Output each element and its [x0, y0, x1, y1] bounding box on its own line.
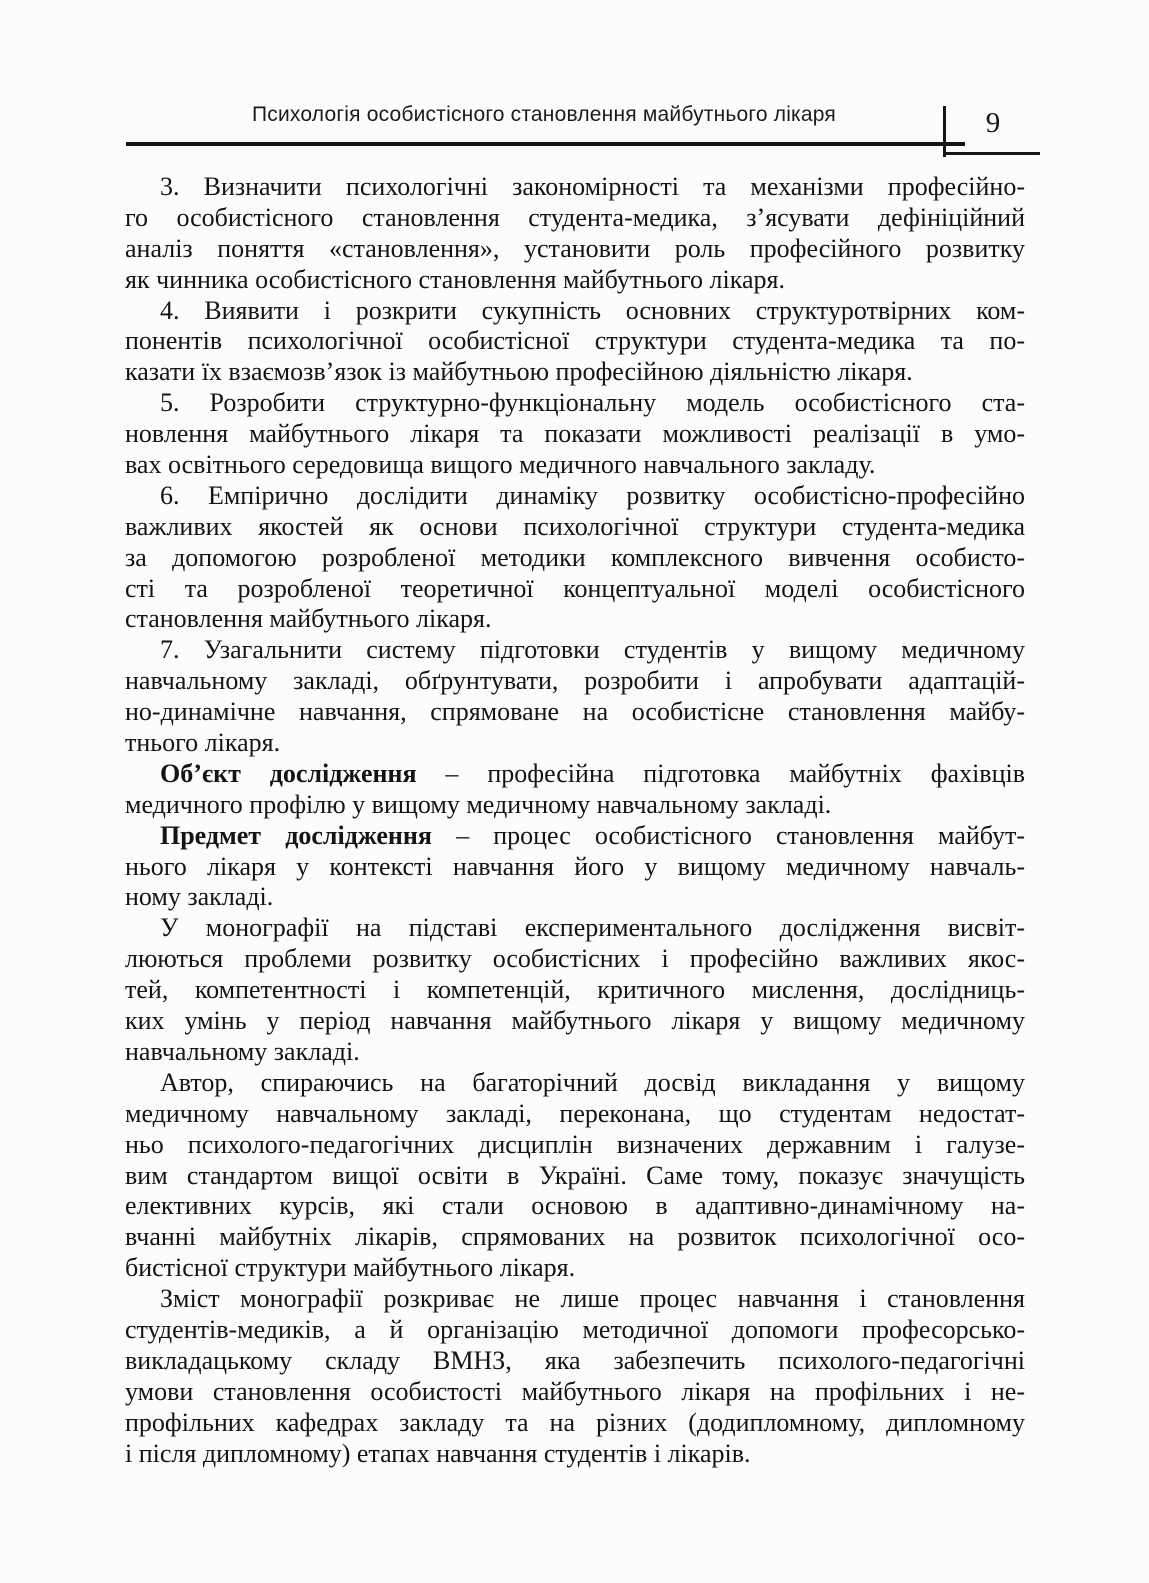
- text-segment: – процес особистісного становлення майбут-: [431, 820, 1025, 850]
- text-line: [125, 1346, 1025, 1377]
- paragraph: [125, 1068, 1025, 1284]
- text-line: [125, 975, 1025, 1006]
- header-rule-left: [126, 142, 965, 146]
- text-segment: як чинника особистісного становлення майбутнього лікаря.: [125, 264, 785, 294]
- text-line: [125, 543, 1025, 574]
- text-segment: – професійна підготовка майбутніх фахівців: [416, 758, 1025, 788]
- text-line: [125, 1037, 1025, 1068]
- text-segment: го особистісного становлення студента-медика, з’ясувати дефініційний: [125, 202, 1025, 232]
- running-title: Психологія особистісного становлення майбутнього лікаря: [252, 103, 836, 126]
- text-line: [125, 944, 1025, 975]
- text-line: [125, 1161, 1025, 1192]
- text-segment: за допомогою розробленої методики комплексного вивчення особисто-: [125, 542, 1025, 572]
- text-segment: 5. Розробити структурно-функціональну модель особистісного ста-: [160, 388, 1025, 418]
- text-line: [125, 1315, 1025, 1346]
- text-segment: тей, компетентності і компетенцій, критичного мислення, дослідниць-: [125, 975, 1025, 1005]
- text-line: [125, 450, 1025, 481]
- text-segment: становлення майбутнього лікаря.: [125, 604, 492, 634]
- text-segment: профільних кафедрах закладу та на різних (додипломному, дипломному: [125, 1407, 1025, 1437]
- paragraph: [125, 481, 1025, 635]
- text-line: [125, 604, 1025, 635]
- text-line: [125, 728, 1025, 759]
- text-segment: Автор, спираючись на багаторічний досвід викладання у вищому: [160, 1067, 1025, 1097]
- text-line: [125, 234, 1025, 265]
- text-line: [125, 388, 1025, 419]
- page-number: 9: [985, 107, 1001, 139]
- paragraph: [125, 821, 1025, 914]
- text-segment: вчанні майбутніх лікарів, спрямованих на розвиток психологічної осо-: [125, 1222, 1025, 1252]
- text-segment: викладацькому складу ВМНЗ, яка забезпечить психолого-педагогічні: [125, 1345, 1025, 1375]
- body-text: [125, 172, 1025, 1469]
- text-line: [125, 357, 1025, 388]
- text-line: [125, 1284, 1025, 1315]
- text-segment: ньо психолого-педагогічних дисциплін визначених державним і галузе-: [125, 1129, 1025, 1159]
- text-segment: но-динамічне навчання, спрямоване на особистісне становлення майбу-: [125, 697, 1025, 727]
- text-line: [125, 666, 1025, 697]
- text-segment: вим стандартом вищої освіти в Україні. Саме тому, показує значущість: [125, 1160, 1025, 1190]
- text-line: [125, 1222, 1025, 1253]
- text-segment: Зміст монографії розкриває не лише процес навчання і становлення: [160, 1284, 1025, 1314]
- text-line: [125, 203, 1025, 234]
- text-segment: нього лікаря у контексті навчання його у вищому медичному навчаль-: [125, 851, 1025, 881]
- text-segment: понентів психологічної особистісної структури студента-медика та по-: [125, 326, 1025, 356]
- paragraph: [125, 1284, 1025, 1469]
- text-line: [125, 1099, 1025, 1130]
- text-segment: ких умінь у період навчання майбутнього лікаря у вищому медичному: [125, 1006, 1025, 1036]
- text-segment: 6. Емпірично дослідити динаміку розвитку особистісно-професійно: [160, 480, 1025, 510]
- text-line: [125, 852, 1025, 883]
- text-line: [125, 481, 1025, 512]
- text-line: [125, 1006, 1025, 1037]
- text-segment: бистісної структури майбутнього лікаря.: [125, 1253, 576, 1283]
- text-line: [125, 574, 1025, 605]
- text-segment: студентів-медиків, а й організацію методичної допомоги професорсько-: [125, 1314, 1025, 1344]
- text-segment: 4. Виявити і розкрити сукупність основних структуротвірних ком-: [160, 295, 1025, 325]
- paragraph: [125, 388, 1025, 481]
- text-line: [125, 1068, 1025, 1099]
- text-line: [125, 326, 1025, 357]
- text-line: [125, 512, 1025, 543]
- text-segment: сті та розробленої теоретичної концептуальної моделі особистісного: [125, 573, 1025, 603]
- text-line: [125, 1439, 1025, 1470]
- text-segment: 7. Узагальнити систему підготовки студентів у вищому медичному: [160, 635, 1025, 665]
- text-segment: 3. Визначити психологічні закономірності та механізми професійно-: [160, 172, 1025, 201]
- text-line: [125, 821, 1025, 852]
- text-line: [125, 265, 1025, 296]
- text-segment: і після дипломному) етапах навчання студентів і лікарів.: [125, 1438, 751, 1468]
- text-line: [125, 790, 1025, 821]
- text-segment: аналіз поняття «становлення», установити роль професійного розвитку: [125, 233, 1025, 263]
- emphasized-text: Об’єкт дослідження: [160, 758, 417, 788]
- text-segment: тнього лікаря.: [125, 728, 281, 758]
- text-segment: медичного профілю у вищому медичному навчальному закладі.: [125, 789, 832, 819]
- text-line: [125, 1191, 1025, 1222]
- paragraph: [125, 913, 1025, 1067]
- text-segment: казати їх взаємозв’язок із майбутньою професійною діяльністю лікаря.: [125, 357, 913, 387]
- text-segment: навчальному закладі, обґрунтувати, розробити і апробувати адаптацій-: [125, 666, 1025, 696]
- text-line: [125, 296, 1025, 327]
- text-segment: важливих якостей як основи психологічної структури студента-медика: [125, 511, 1025, 541]
- text-line: [125, 172, 1025, 203]
- header-rule-vertical: [943, 106, 946, 157]
- emphasized-text: Предмет дослідження: [160, 820, 432, 850]
- text-segment: У монографії на підставі експериментального дослідження висвіт-: [160, 913, 1025, 943]
- text-line: [125, 1408, 1025, 1439]
- paragraph: [125, 759, 1025, 821]
- text-segment: новлення майбутнього лікаря та показати можливості реалізації в умо-: [125, 419, 1025, 449]
- text-line: [125, 882, 1025, 913]
- text-line: [125, 697, 1025, 728]
- paragraph: [125, 296, 1025, 389]
- text-segment: ному закладі.: [125, 882, 274, 912]
- text-segment: умови становлення особистості майбутнього лікаря на профільних і не-: [125, 1376, 1025, 1406]
- text-line: [125, 759, 1025, 790]
- text-line: [125, 419, 1025, 450]
- text-line: [125, 913, 1025, 944]
- text-line: [125, 635, 1025, 666]
- paragraph: [125, 172, 1025, 296]
- text-segment: медичному навчальному закладі, переконана, що студентам недостат-: [125, 1098, 1025, 1128]
- text-line: [125, 1130, 1025, 1161]
- header-rule-right: [943, 152, 1040, 155]
- text-segment: люються проблеми розвитку особистісних і професійно важливих якос-: [125, 944, 1025, 974]
- text-line: [125, 1253, 1025, 1284]
- text-segment: елективних курсів, які стали основою в адаптивно-динамічному на-: [125, 1191, 1025, 1221]
- paragraph: [125, 635, 1025, 759]
- text-segment: вах освітнього середовища вищого медичного навчального закладу.: [125, 450, 876, 480]
- text-segment: навчальному закладі.: [125, 1036, 360, 1066]
- text-line: [125, 1377, 1025, 1408]
